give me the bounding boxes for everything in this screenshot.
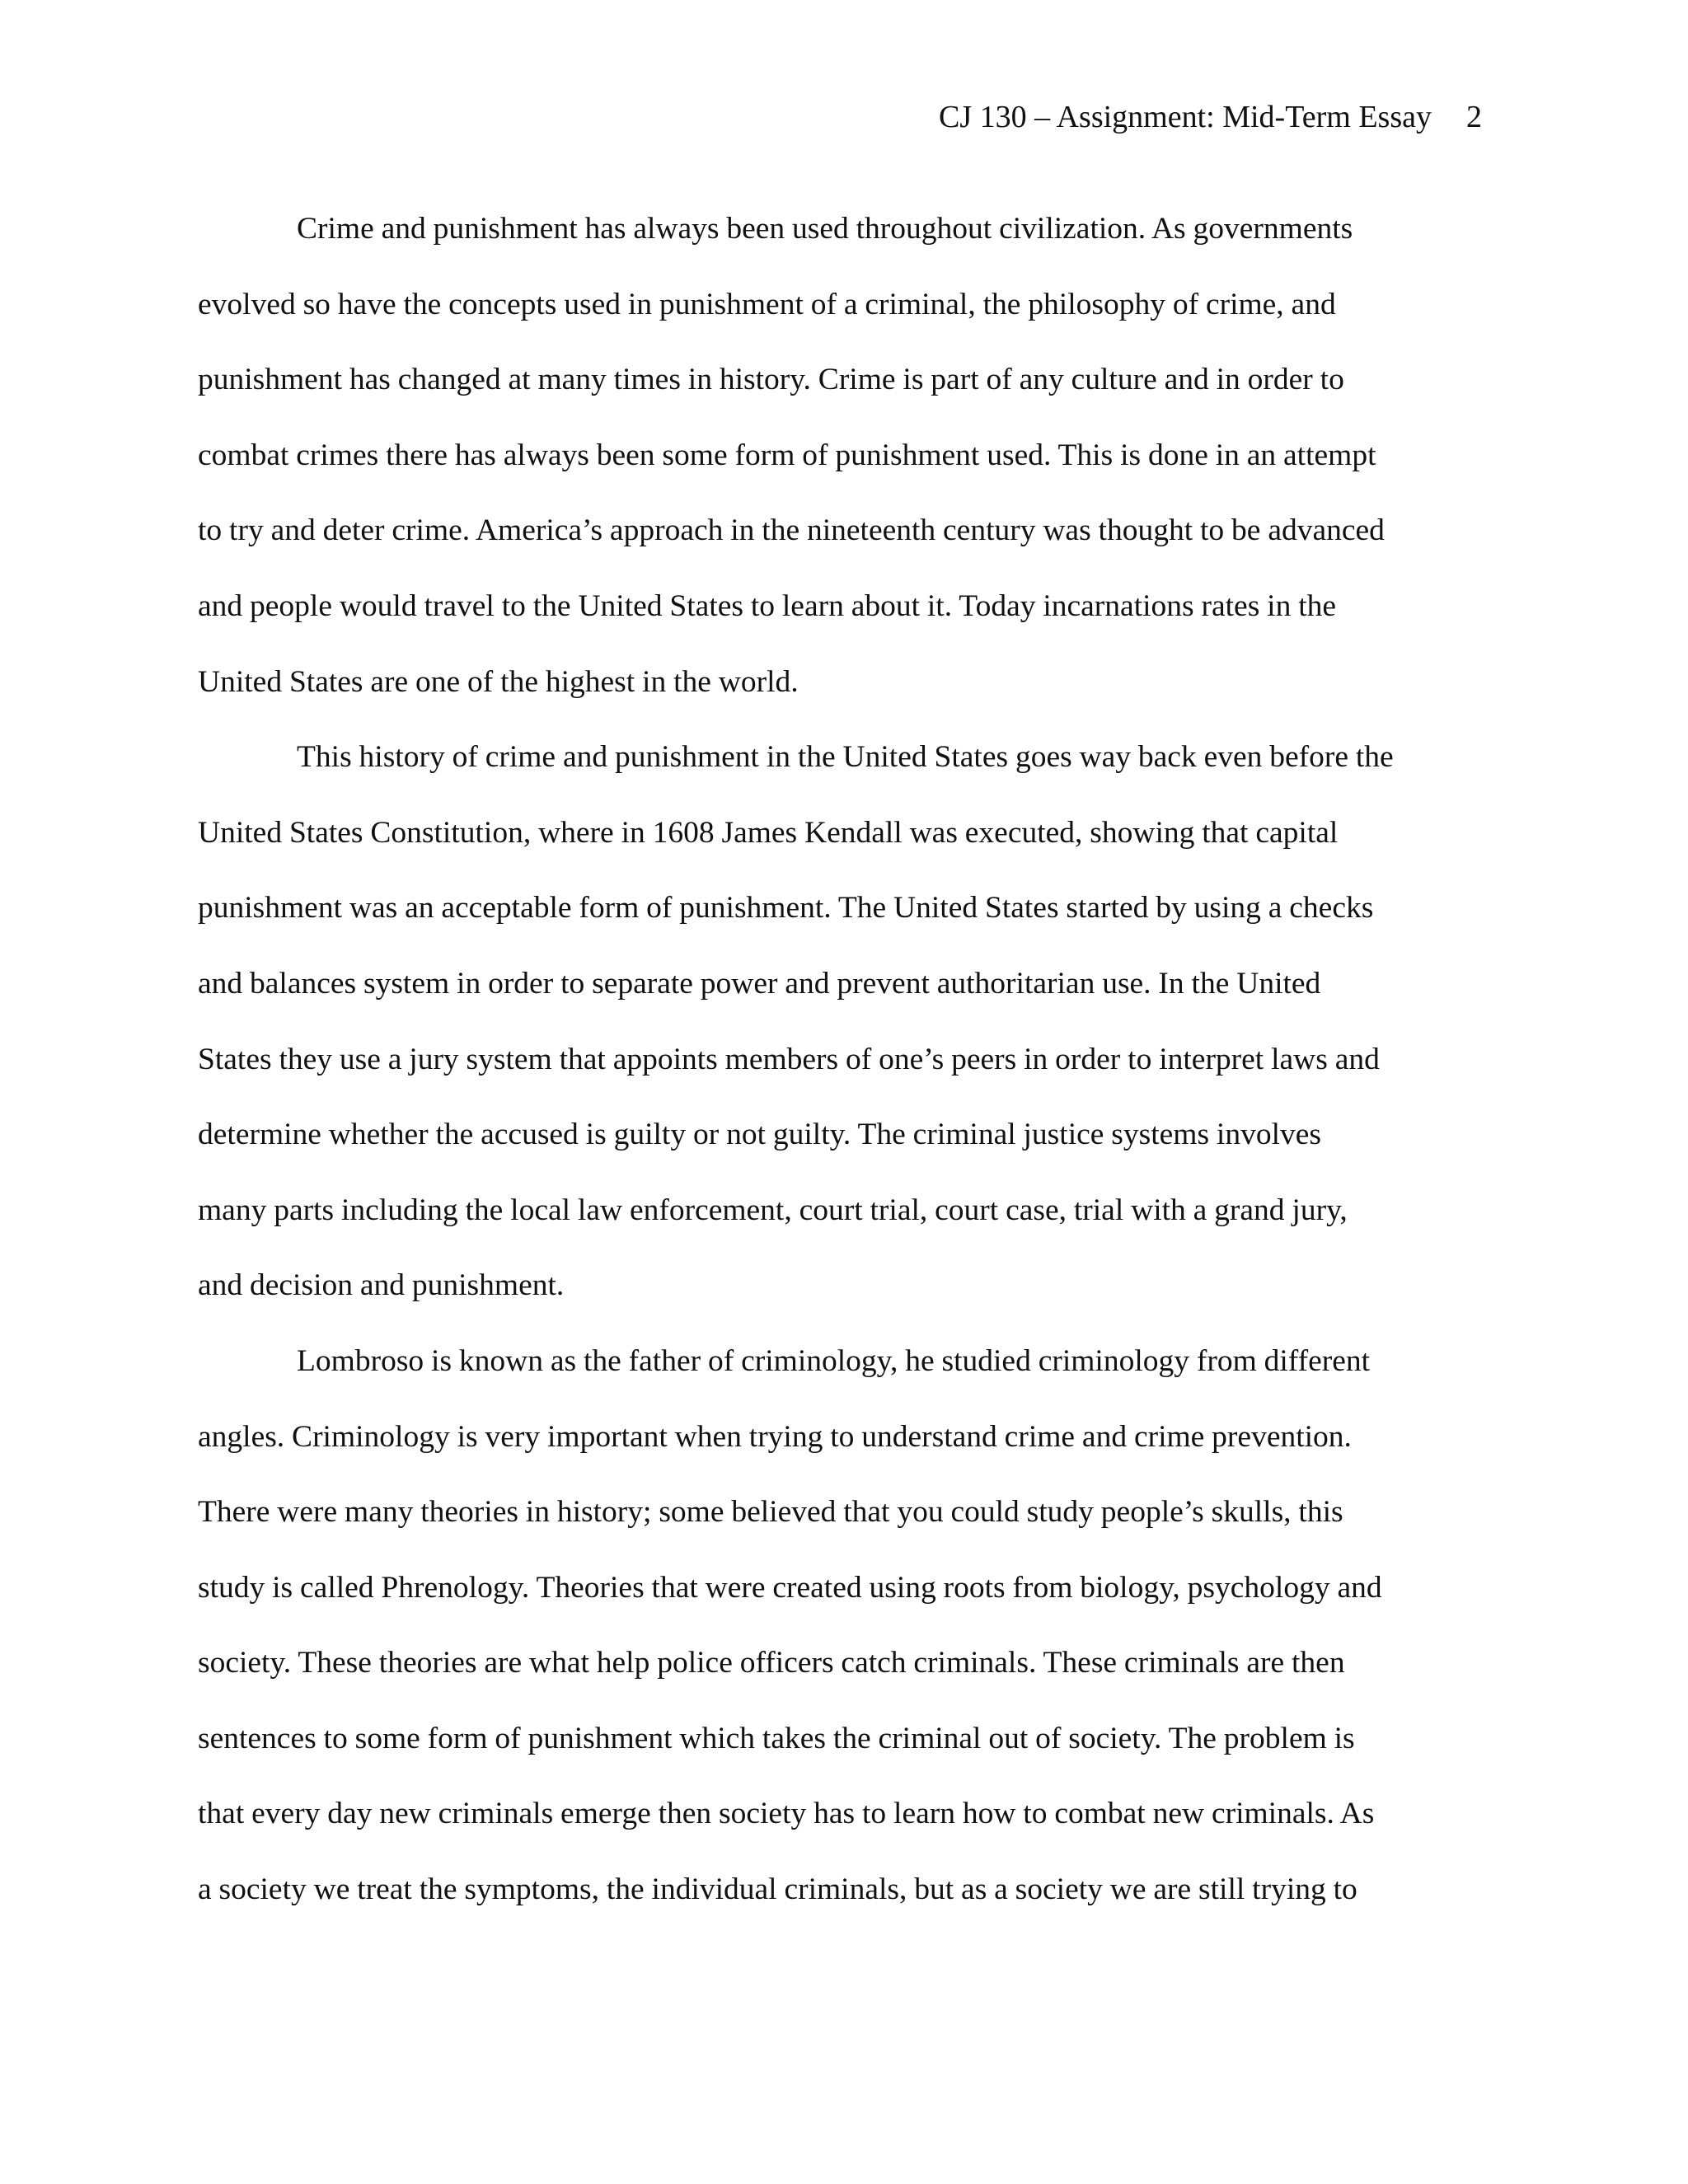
paragraph-line: United States are one of the highest in the world. — [198, 664, 799, 699]
paragraph-line: Crime and punishment has always been used throughout civilization. As governments — [297, 212, 1353, 246]
paragraph-line: combat crimes there has always been some form of punishment used. This is done in an attempt — [198, 438, 1376, 472]
running-head-title: CJ 130 – Assignment: Mid-Term Essay — [939, 100, 1432, 134]
paragraph-line: a society we treat the symptoms, the individual criminals, but as a society we are still trying to — [198, 1872, 1357, 1907]
essay-body — [198, 204, 1484, 1941]
paragraph-line: There were many theories in history; some believed that you could study people’s skulls, this — [198, 1495, 1343, 1530]
paragraph-line: Lombroso is known as the father of criminology, he studied criminology from different — [297, 1343, 1371, 1378]
paragraph-line: society. These theories are what help police officers catch criminals. These criminals are then — [198, 1646, 1345, 1680]
paragraph-line: evolved so have the concepts used in punishment of a criminal, the philosophy of crime, and — [198, 287, 1336, 321]
page-number: 2 — [1466, 100, 1482, 134]
running-head — [939, 92, 1482, 142]
paragraph-line: sentences to some form of punishment which takes the criminal out of society. The problem is — [198, 1721, 1355, 1755]
paragraph-line: punishment was an acceptable form of punishment. The United States started by using a checks — [198, 891, 1374, 926]
paragraph-line: and balances system in order to separate power and prevent authoritarian use. In the United — [198, 966, 1321, 1001]
paragraph-line: This history of crime and punishment in the United States goes way back even before the — [297, 740, 1394, 775]
paragraph-line: United States Constitution, where in 1608 James Kendall was executed, showing that capital — [198, 815, 1339, 850]
paragraph-line: angles. Criminology is very important when trying to understand crime and crime prevention. — [198, 1419, 1352, 1454]
paragraph-line: to try and deter crime. America’s approach in the nineteenth century was thought to be advanced — [198, 513, 1385, 548]
paragraph-line: and people would travel to the United States to learn about it. Today incarnations rates in the — [198, 588, 1337, 623]
paragraph-line: punishment has changed at many times in history. Crime is part of any culture and in order to — [198, 363, 1344, 397]
paragraph-line: many parts including the local law enforcement, court trial, court case, trial with a grand jury, — [198, 1193, 1348, 1227]
paragraph-line: and decision and punishment. — [198, 1268, 565, 1303]
paragraph-line: determine whether the accused is guilty or not guilty. The criminal justice systems involves — [198, 1118, 1321, 1152]
paragraph-line: that every day new criminals emerge then society has to learn how to combat new criminals. As — [198, 1797, 1375, 1831]
paragraph-line: study is called Phrenology. Theories that were created using roots from biology, psychology and — [198, 1570, 1382, 1605]
paragraph-line: States they use a jury system that appoints members of one’s peers in order to interpret laws and — [198, 1042, 1380, 1076]
